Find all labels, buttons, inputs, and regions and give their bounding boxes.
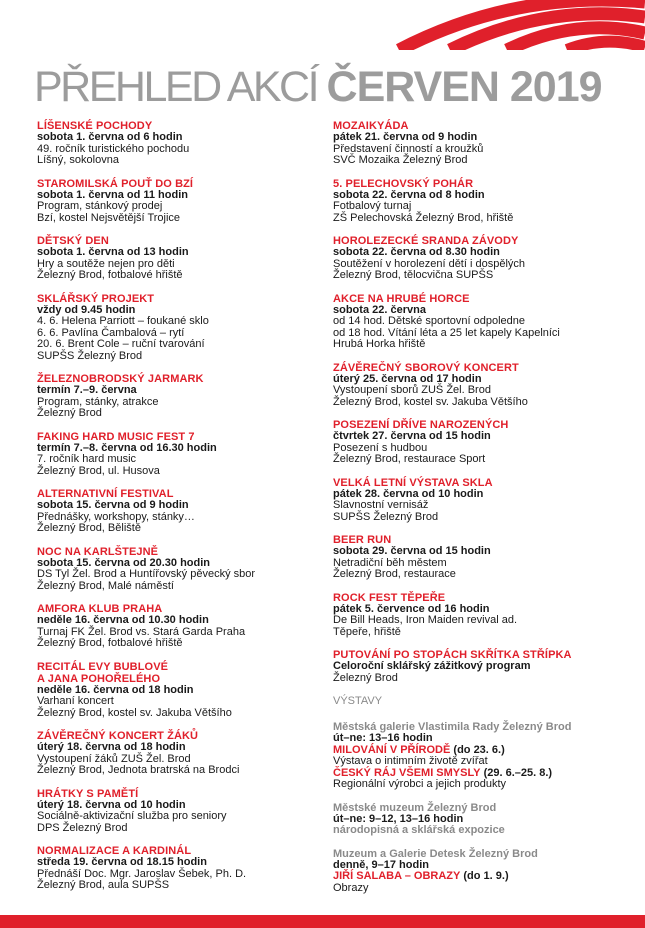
event-date: sobota 15. června od 9 hodin: [37, 499, 189, 511]
event-date: úterý 25. června od 17 hodin: [333, 372, 482, 385]
exhibition-dates: (do 23. 6.): [453, 743, 505, 756]
event-detail: Sociálně-aktivizační služba pro seniory: [37, 810, 227, 822]
event-title: POSEZENÍ DŘÍVE NAROZENÝCH: [333, 419, 509, 431]
event-detail: Program, stánkový prodej: [37, 200, 163, 212]
event-title: LÍŠENSKÉ POCHODY: [37, 120, 153, 132]
event-detail: od 18 hod. Vítání léta a 25 let kapely Kapelníci: [333, 326, 560, 339]
event-detail: Železný Brod, kostel sv. Jakuba Většího: [333, 395, 528, 408]
event-block: [37, 603, 317, 650]
event-title: PUTOVÁNÍ PO STOPÁCH SKŘÍTKA STŘÍPKA: [333, 649, 572, 661]
event-title: MOZAIKYÁDA: [333, 120, 409, 132]
event-title: AKCE NA HRUBÉ HORCE: [333, 292, 470, 305]
event-block: [333, 178, 633, 225]
exhibition-description: Obrazy: [333, 881, 369, 894]
exhibition-title: ČESKÝ RÁJ VŠEMI SMYSLY: [333, 766, 481, 779]
exposition-note: národopisná a sklářská expozice: [333, 824, 505, 836]
event-title: FAKING HARD MUSIC FEST 7: [37, 430, 195, 443]
event-date: pátek 5. července od 16 hodin: [333, 602, 490, 615]
event-block: [37, 431, 317, 478]
event-date: neděle 16. června od 10.30 hodin: [37, 614, 209, 626]
event-detail: SUPŠS Železný Brod: [37, 349, 143, 362]
exhibition-block-galerie: [333, 721, 633, 791]
event-block: [37, 178, 317, 225]
event-detail: od 14 hod. Dětské sportovní odpoledne: [333, 315, 526, 327]
event-detail: Líšný, sokolovna: [37, 154, 119, 166]
event-detail: Turnaj FK Žel. Brod vs. Stará Garda Praha: [37, 625, 246, 638]
event-detail: Posezení s hudbou: [333, 441, 428, 454]
event-block: [37, 373, 317, 420]
event-title: 5. PELECHOVSKÝ POHÁR: [333, 177, 474, 190]
event-detail: Železný Brod, Jednota bratrská na Brodci: [37, 764, 240, 776]
left-event-column: [37, 120, 317, 903]
event-detail: 7. ročník hard music: [37, 453, 137, 465]
event-detail: Bzí, kostel Nejsvětější Trojice: [37, 211, 181, 224]
opening-hours: denně, 9–17 hodin: [333, 858, 429, 871]
event-detail: Železný Brod, restaurace: [333, 568, 456, 580]
event-date: termín 7.–8. června od 16.30 hodin: [37, 441, 217, 454]
event-detail: Přednáší Doc. Mgr. Jaroslav Šebek, Ph. D.: [37, 867, 247, 880]
event-block: [37, 293, 317, 363]
event-block: [37, 845, 317, 892]
event-detail: Železný Brod, aula SUPŠS: [37, 879, 170, 891]
event-date: úterý 18. června od 10 hodin: [37, 798, 186, 811]
event-title: ŽELEZNOBRODSKÝ JARMARK: [37, 373, 204, 385]
event-block: [333, 649, 633, 684]
event-title: SKLÁŘSKÝ PROJEKT: [37, 292, 155, 305]
exhibition-dates: (do 1. 9.): [463, 870, 509, 882]
event-detail: Přednášky, workshopy, stánky…: [37, 510, 195, 523]
event-detail: 49. ročník turistického pochodu: [37, 142, 190, 155]
event-detail: DS Tyl Žel. Brod a Huntířovský pěvecký sbor: [37, 568, 256, 580]
event-title: AMFORA KLUB PRAHA: [37, 603, 163, 615]
event-block: [37, 235, 317, 282]
event-detail: Hrubá Horka hřiště: [333, 338, 426, 350]
event-date: sobota 1. června od 13 hodin: [37, 246, 189, 258]
event-detail: Program, stánky, atrakce: [37, 395, 159, 408]
event-detail: Představení činností a kroužků: [333, 142, 484, 155]
event-block: [333, 592, 633, 639]
event-date: středa 19. června od 18.15 hodin: [37, 856, 207, 868]
title-bold: ČERVEN 2019: [326, 63, 602, 111]
exhibition-block-muzeum: [333, 802, 633, 837]
event-date: pátek 21. června od 9 hodin: [333, 131, 478, 143]
exhibition-block-detesk: [333, 848, 633, 895]
event-detail: Varhaní koncert: [37, 695, 114, 707]
event-title: A JANA POHOŘELÉHO: [37, 672, 161, 685]
event-detail: Železný Brod, restaurace Sport: [333, 453, 486, 465]
event-detail: Železný Brod, tělocvična SUPŠS: [333, 269, 494, 281]
event-title: RECITÁL EVY BUBLOVÉ: [37, 660, 169, 673]
event-block: [333, 362, 633, 409]
right-event-list: [333, 120, 633, 684]
opening-hours: út–ne: 9–12, 13–16 hodin: [333, 812, 464, 825]
event-detail: Netradiční běh městem: [333, 556, 447, 569]
exhibition-title: MILOVÁNÍ V PŘÍRODĚ: [333, 743, 451, 756]
event-date: neděle 16. června od 18 hodin: [37, 683, 194, 696]
event-date: sobota 22. června od 8.30 hodin: [333, 246, 500, 258]
event-detail: Soutěžení v horolezení dětí i dospělých: [333, 257, 526, 270]
event-block: [333, 477, 633, 524]
event-detail: Železný Brod: [37, 407, 102, 419]
event-block: [37, 120, 317, 167]
event-date: termín 7.–9. června: [37, 384, 137, 396]
event-title: NOC NA KARLŠTEJNĚ: [37, 545, 159, 558]
exhibition-line: [333, 871, 633, 883]
event-detail: De Bill Heads, Iron Maiden revival ad.: [333, 614, 518, 626]
event-title: HOROLEZECKÉ SRANDA ZÁVODY: [333, 235, 519, 247]
event-title: ZÁVĚREČNÝ SBOROVÝ KONCERT: [333, 361, 519, 374]
event-detail: Těpeře, hřiště: [333, 625, 401, 638]
event-date: sobota 22. června od 8 hodin: [333, 188, 485, 201]
event-detail: Vystoupení žáků ZUŠ Žel. Brod: [37, 752, 191, 765]
event-date: pátek 28. června od 10 hodin: [333, 487, 484, 500]
event-title: HRÁTKY S PAMĚTÍ: [37, 787, 139, 800]
title-light: PŘEHLED AKCÍ: [34, 63, 318, 111]
event-block: [333, 120, 633, 167]
event-block: [333, 419, 633, 466]
opening-hours: út–ne: 13–16 hodin: [333, 732, 433, 744]
event-date: úterý 18. června od 18 hodin: [37, 741, 186, 753]
event-block: [37, 546, 317, 593]
event-title: ZÁVĚREČNÝ KONCERT ŽÁKŮ: [37, 730, 199, 742]
exhibitions-heading: VÝSTAVY: [333, 695, 383, 707]
event-date: čtvrtek 27. června od 15 hodin: [333, 430, 491, 442]
event-detail: 20. 6. Brent Cole – ruční tvarování: [37, 338, 205, 350]
event-detail: Železný Brod, Běliště: [37, 522, 141, 534]
exhibition-dates: (29. 6.–25. 8.): [483, 766, 553, 779]
venue-name: Muzeum a Galerie Detesk Železný Brod: [333, 847, 538, 860]
event-detail: 6. 6. Pavlína Čambalová – rytí: [37, 326, 185, 339]
event-detail: Železný Brod, ul. Husova: [37, 464, 160, 477]
page-title: [34, 62, 602, 112]
event-date: sobota 15. června od 20.30 hodin: [37, 556, 210, 569]
red-arc-stripes-decoration: [395, 0, 645, 50]
event-title: BEER RUN: [333, 534, 392, 546]
venue-name: Městská galerie Vlastimila Rady Železný Brod: [333, 721, 572, 733]
event-detail: SUPŠS Železný Brod: [333, 510, 439, 523]
event-detail: Fotbalový turnaj: [333, 200, 412, 212]
event-detail: Hry a soutěže nejen pro děti: [37, 257, 175, 270]
event-block: [333, 235, 633, 282]
exhibition-description: Výstava o intimním životě zvířat: [333, 755, 488, 767]
exhibition-description: Regionální výrobci a jejich produkty: [333, 778, 507, 790]
event-detail: Železný Brod, Malé náměstí: [37, 579, 174, 592]
event-block: [37, 788, 317, 835]
event-date: vždy od 9.45 hodin: [37, 303, 136, 316]
right-event-column: [333, 120, 633, 905]
event-block: [37, 488, 317, 535]
venue-name: Městské muzeum Železný Brod: [333, 801, 497, 814]
event-block: [37, 661, 317, 720]
event-title: NORMALIZACE A KARDINÁL: [37, 845, 192, 857]
event-date: sobota 29. června od 15 hodin: [333, 545, 491, 557]
event-detail: DPS Železný Brod: [37, 821, 128, 834]
event-title: ROCK FEST TĚPEŘE: [333, 591, 446, 604]
event-date: sobota 1. června od 6 hodin: [37, 131, 183, 143]
event-detail: Železný Brod, fotbalové hřiště: [37, 637, 183, 649]
event-detail: Železný Brod, fotbalové hřiště: [37, 269, 183, 281]
event-detail: Slavnostní vernisáž: [333, 499, 429, 511]
event-block: [37, 730, 317, 777]
event-detail: Železný Brod, kostel sv. Jakuba Většího: [37, 706, 232, 719]
event-detail: 4. 6. Helena Parriott – foukané sklo: [37, 315, 209, 327]
event-detail: Vystoupení sborů ZUŠ Žel. Brod: [333, 384, 491, 396]
event-title: DĚTSKÝ DEN: [37, 235, 109, 247]
event-title: STAROMILSKÁ POUŤ DO BZÍ: [37, 177, 194, 190]
event-block: [333, 534, 633, 581]
event-date: Celoroční sklářský zážitkový program: [333, 660, 531, 672]
event-title: VELKÁ LETNÍ VÝSTAVA SKLA: [333, 476, 493, 489]
event-date: sobota 1. června od 11 hodin: [37, 188, 188, 201]
event-date: sobota 22. června: [333, 303, 426, 316]
event-detail: SVČ Mozaika Železný Brod: [333, 154, 468, 166]
event-title: ALTERNATIVNÍ FESTIVAL: [37, 488, 174, 500]
exhibition-title: JIŘÍ SALABA – OBRAZY: [333, 870, 461, 882]
event-detail: ZŠ Pelechovská Železný Brod, hřiště: [333, 211, 514, 224]
event-block: [333, 293, 633, 351]
event-detail: Železný Brod: [333, 671, 398, 684]
bottom-red-bar: [0, 915, 645, 928]
